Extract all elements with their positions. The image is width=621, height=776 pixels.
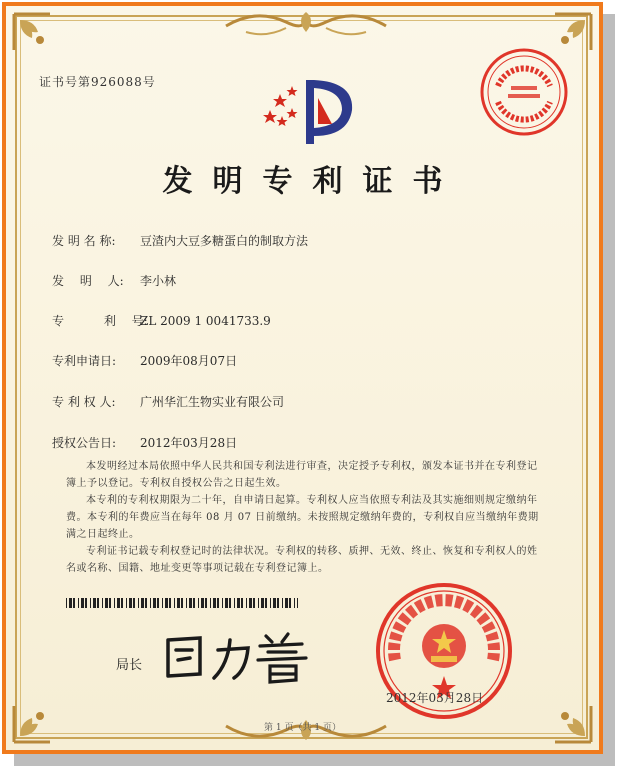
field-patent-number bbox=[52, 312, 271, 329]
field-value: 李小林 bbox=[140, 274, 177, 288]
frame-shadow-bottom bbox=[14, 752, 615, 766]
patent-office-logo-icon bbox=[258, 72, 368, 152]
certificate-title: 发明专利证书 bbox=[162, 164, 463, 199]
certificate-frame bbox=[2, 2, 603, 754]
field-value: 豆渣内大豆多糖蛋白的制取方法 bbox=[140, 234, 309, 248]
barcode bbox=[66, 598, 298, 608]
page-number: 第 1 页（共 1 页） bbox=[264, 723, 341, 733]
body-paragraph-1: 本发明经过本局依照中华人民共和国专利法进行审查，决定授予专利权，颁发本证书并在专利登记簿上予以登记。专利权自授权公告之日起生效。 bbox=[66, 461, 538, 489]
frame-shadow-right bbox=[601, 14, 615, 766]
director-label: 局长 bbox=[116, 658, 143, 673]
field-label: 发 明 名 称: bbox=[52, 234, 116, 248]
field-label: 专利申请日: bbox=[52, 354, 117, 368]
body-paragraph-2: 本专利的专利权期限为二十年，自申请日起算。专利权人应当依照专利法及其实施细则规定缴纳年费。本专利的年费应当在每年 08 月 07 日前缴纳。未按照规定缴纳年费的，专利权自应当缴纳年费期满之日起终止。 bbox=[66, 495, 539, 540]
body-paragraph-3: 专利证书记载专利权登记时的法律状况。专利权的转移、质押、无效、终止、恢复和专利权人的姓名或名称、国籍、地址变更等事项记载在专利登记簿上。 bbox=[66, 546, 538, 574]
corner-ornament-bottom-right bbox=[537, 688, 595, 746]
field-label: 发 明 人: bbox=[52, 274, 124, 288]
corner-ornament-top-left bbox=[10, 10, 68, 68]
field-value: 2012年03月28日 bbox=[140, 436, 238, 450]
field-label: 专 利 号: bbox=[52, 314, 148, 328]
field-patentee bbox=[52, 393, 284, 410]
field-inventor bbox=[52, 272, 176, 289]
certificate-body bbox=[66, 458, 546, 577]
field-application-date bbox=[52, 352, 237, 369]
field-grant-date bbox=[52, 434, 237, 451]
field-value: 广州华汇生物实业有限公司 bbox=[140, 395, 285, 409]
certificate-number: 证书号第926088号 bbox=[39, 75, 156, 89]
certificate-paper bbox=[6, 6, 599, 750]
field-label: 专 利 权 人: bbox=[52, 395, 116, 409]
corner-ornament-bottom-left bbox=[10, 688, 68, 746]
field-value: ZL 2009 1 0041733.9 bbox=[140, 314, 271, 328]
field-value: 2009年08月07日 bbox=[140, 354, 238, 368]
agency-seal-top bbox=[478, 46, 570, 138]
director-signature bbox=[156, 624, 316, 686]
top-ornament bbox=[206, 6, 406, 46]
field-invention-name bbox=[52, 232, 308, 249]
seal-date: 2012年03月28日 bbox=[386, 691, 484, 705]
field-label: 授权公告日: bbox=[52, 436, 117, 450]
